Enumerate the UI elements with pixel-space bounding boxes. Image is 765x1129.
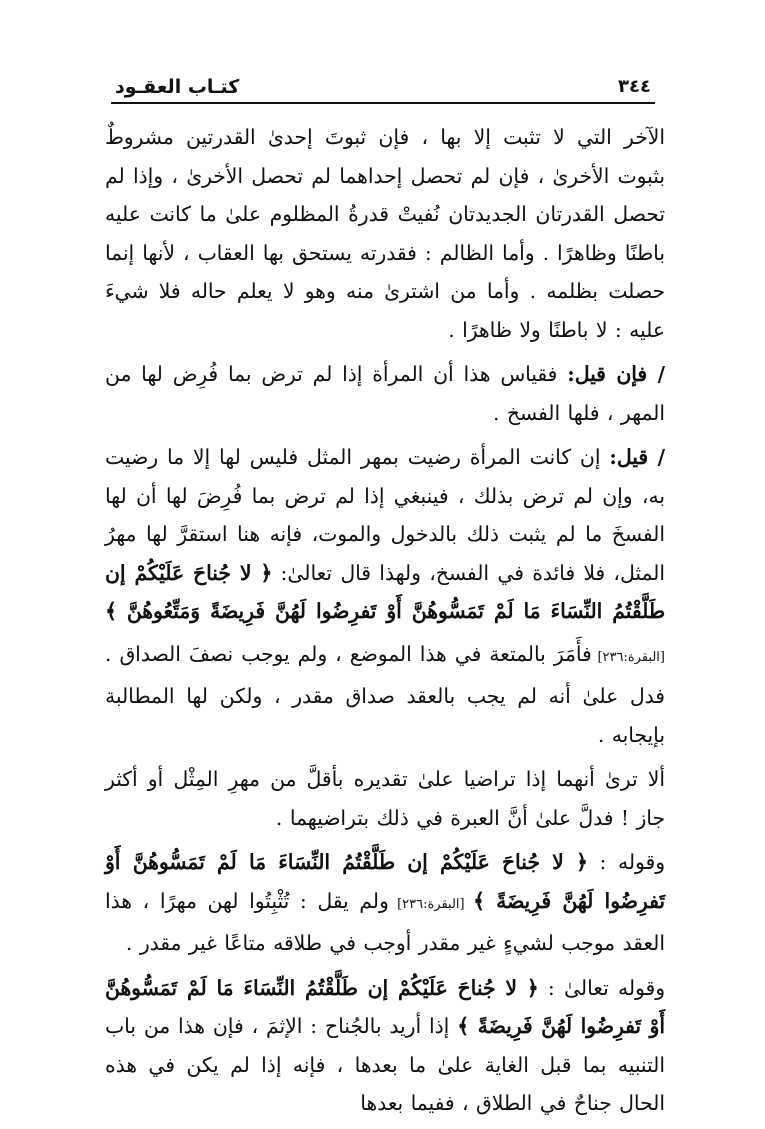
paragraph-2-text: فقياس هذا أن المرأة إذا لم ترض بما فُرِض لها من المهر ، فلها الفسخ . xyxy=(105,362,665,425)
paragraph-1-text: الآخر التي لا تثبت إلا بها ، فإن ثبوتَ إحدىٰ القدرتين مشروطٌ بثبوت الأخرىٰ ، فإن لم تحصل إحداهما لم تحصل الأخرىٰ ، وإذا لم تحصل القدرتان الجديدتان نُفيتْ قدرةُ المظلوم علىٰ ما كانت عليه باطنًا وظاهرًا . وأما الظالم : فقدرته يستحق بها العقاب ، لأنها إنما حصلت بظلمه . وأما من اشترىٰ منه وهو لا يعلم حاله فلا شيءَ عليه : لا باطنًا ولا ظاهرًا . xyxy=(105,125,665,342)
paragraph-6-text-2: إذا أريد بالجُناح : الإثمَ ، فإن هذا من باب التنبيه بما قبل الغاية علىٰ ما بعدها ، فإنه إذا لم يكن في هذه الحال جناحٌ في الطلاق ، ففيما بعدها xyxy=(105,1014,665,1115)
paragraph-1 xyxy=(105,118,665,349)
verse-reference-1: [البقرة:٢٣٦] xyxy=(591,649,665,665)
paragraph-2 xyxy=(105,355,665,432)
paragraph-6-text-1: وقوله تعالىٰ : xyxy=(538,975,665,1000)
paragraph-3-text-2: فأَمَرَ بالمتعة في هذا الموضع ، ولم يوجب نصفَ الصداق . فدل علىٰ أنه لم يجب بالعقد صداق مقدر ، ولكن لها المطالبة بإيجابه . xyxy=(105,641,665,747)
paragraph-4 xyxy=(105,760,665,837)
reply-lead: / قيل: xyxy=(609,445,665,469)
paragraph-3-text-1: إن كانت المرأة رضيت بمهر المثل فليس لها إلا ما رضيت به، وإن لم ترض بذلك ، فينبغي إذا لم ترض بما فُرِضَ لها أن لها الفسخَ ما لم يثبت ذلك بالدخول والموت، فإنه هنا استقرَّ لها مهرُ المثل، فلا فائدة في الفسخ، ولهذا قال تعالىٰ: xyxy=(105,445,665,585)
paragraph-5-text-2: ولم يقل : تُثْبِتُوا لهن مهرًا ، هذا العقد موجب لشيءٍ غير مقدر أوجب في طلاقه متاعًا غير مقدر . xyxy=(105,888,665,955)
page-header xyxy=(111,76,655,104)
objection-lead: / فإن قيل: xyxy=(567,362,665,386)
paragraph-6 xyxy=(105,969,665,1123)
quran-verse-2: ﴿ لا جُناحَ عَلَيْكُمْ إن طَلَّقْتُمُ النِّسَاءَ مَا لَمْ تَمَسُّوهُنَّ أَوْ تَفرِضُوا لَهُنَّ فَرِيضَةً ﴾ xyxy=(105,850,665,913)
page-body xyxy=(105,118,665,1129)
quran-verse-1: ﴿ لا جُناحَ عَلَيْكُمْ إن طَلَّقْتُمُ النِّسَاءَ مَا لَمْ تَمَسُّوهُنَّ أَوْ تَفرِضُوا لَهُنَّ فَرِيضَةً وَمَتِّعُوهُنَّ ﴾ xyxy=(105,560,665,623)
paragraph-5-text-1: وقوله : xyxy=(587,850,665,874)
quran-verse-3: ﴿ لا جُناحَ عَلَيْكُمْ إن طَلَّقْتُمُ النِّسَاءَ مَا لَمْ تَمَسُّوهُنَّ أَوْ تَفرِضُوا لَهُنَّ فَرِيضَةً ﴾ xyxy=(105,975,665,1038)
paragraph-5 xyxy=(105,843,665,963)
paragraph-4-text: ألا ترىٰ أنهما إذا تراضيا علىٰ تقديره بأقلَّ من مهرِ المِثْل أو أكثر جاز ! فدلَّ علىٰ أنَّ العبرة في ذلك بتراضيهما . xyxy=(105,767,665,830)
book-title: كتـاب العقـود xyxy=(115,76,240,98)
verse-reference-2: [البقرة:٢٣٦] xyxy=(388,896,473,912)
paragraph-3 xyxy=(105,438,665,754)
page-number: ٣٤٤ xyxy=(618,76,651,97)
